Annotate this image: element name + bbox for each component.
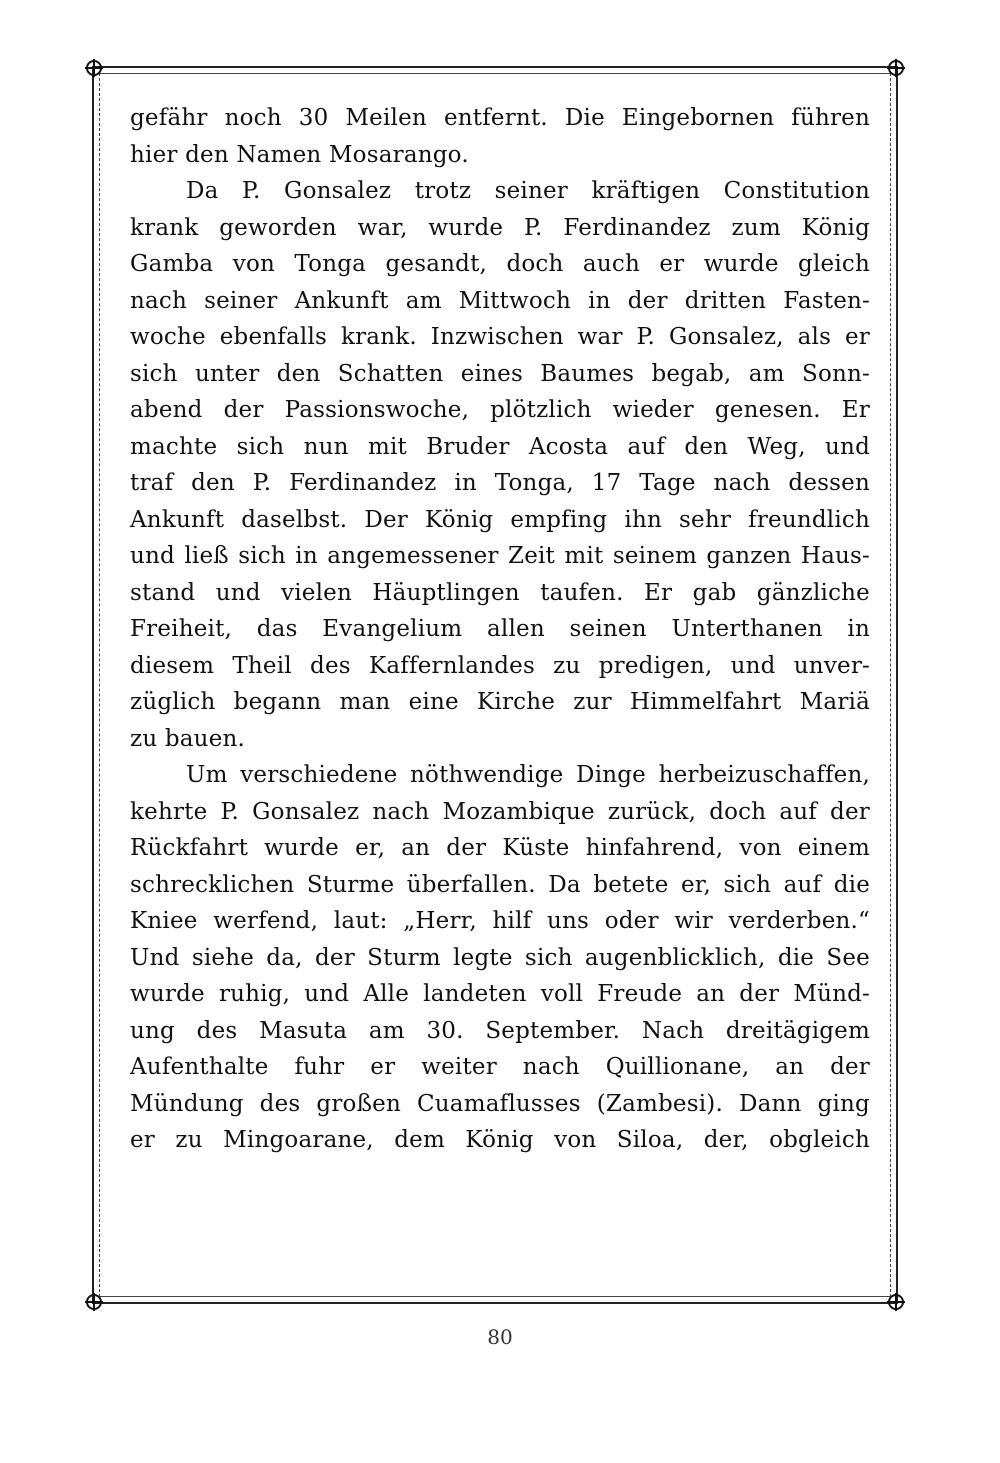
text-line: wurde ruhig, und Alle landeten voll Freude an der Münd- [130, 981, 870, 1007]
cross-circle-icon [886, 58, 906, 78]
text-line: Freiheit, das Evangelium allen seinen Unterthanen in [130, 616, 870, 642]
text-line: Aufenthalte fuhr er weiter nach Quillionane, an der [130, 1054, 870, 1080]
text-line: und ließ sich in angemessener Zeit mit seinem ganzen Haus- [130, 543, 870, 569]
text-line: Da P. Gonsalez trotz seiner kräftigen Constitution [186, 178, 870, 204]
text-line: Rückfahrt wurde er, an der Küste hinfahrend, von einem [130, 835, 870, 861]
text-line: züglich begann man eine Kirche zur Himmelfahrt Mariä [130, 689, 870, 715]
cross-circle-icon [84, 1292, 104, 1312]
text-line: Mündung des großen Cuamaflusses (Zambesi). Dann ging [130, 1090, 870, 1117]
text-line: Kniee werfend, laut: „Herr, hilf uns oder wir verderben.“ [130, 908, 870, 934]
cross-circle-icon [886, 1292, 906, 1312]
text-line: nach seiner Ankunft am Mittwoch in der dritten Fasten- [130, 287, 870, 314]
text-line: ung des Masuta am 30. September. Nach dreitägigem [130, 1017, 870, 1044]
text-line: Um verschiedene nöthwendige Dinge herbeizuschaffen, [186, 762, 870, 788]
text-line: kehrte P. Gonsalez nach Mozambique zurück, doch auf der [130, 798, 870, 825]
text-line: schrecklichen Sturme überfallen. Da betete er, sich auf die [130, 871, 870, 898]
text-line: diesem Theil des Kaffernlandes zu predigen, und unver- [130, 652, 870, 679]
text-line: Und siehe da, der Sturm legte sich augenblicklich, die See [130, 944, 870, 971]
text-line: hier den Namen Mosarango. [130, 141, 469, 168]
page-number: 80 [487, 1325, 513, 1349]
text-line: Ankunft daselbst. Der König empfing ihn sehr freundlich [130, 506, 870, 533]
text-line: traf den P. Ferdinandez in Tonga, 17 Tage nach dessen [130, 470, 870, 496]
text-line: sich unter den Schatten eines Baumes begab, am Sonn- [130, 360, 870, 387]
cross-circle-icon [84, 58, 104, 78]
text-line: er zu Mingoarane, dem König von Siloa, der, obgleich [130, 1127, 870, 1153]
body-text [130, 100, 870, 1159]
text-line: Gamba von Tonga gesandt, doch auch er wurde gleich [130, 251, 870, 277]
text-line: stand und vielen Häuptlingen taufen. Er gab gänzliche [130, 579, 870, 606]
text-line: krank geworden war, wurde P. Ferdinandez zum König [130, 214, 870, 241]
text-line: abend der Passionswoche, plötzlich wieder genesen. Er [130, 397, 870, 423]
text-line: woche ebenfalls krank. Inzwischen war P. Gonsalez, als er [130, 324, 870, 350]
text-line: gefähr noch 30 Meilen entfernt. Die Eingebornen führen [130, 105, 870, 131]
text-line: machte sich nun mit Bruder Acosta auf den Weg, und [130, 433, 870, 460]
text-line: zu bauen. [130, 725, 246, 752]
